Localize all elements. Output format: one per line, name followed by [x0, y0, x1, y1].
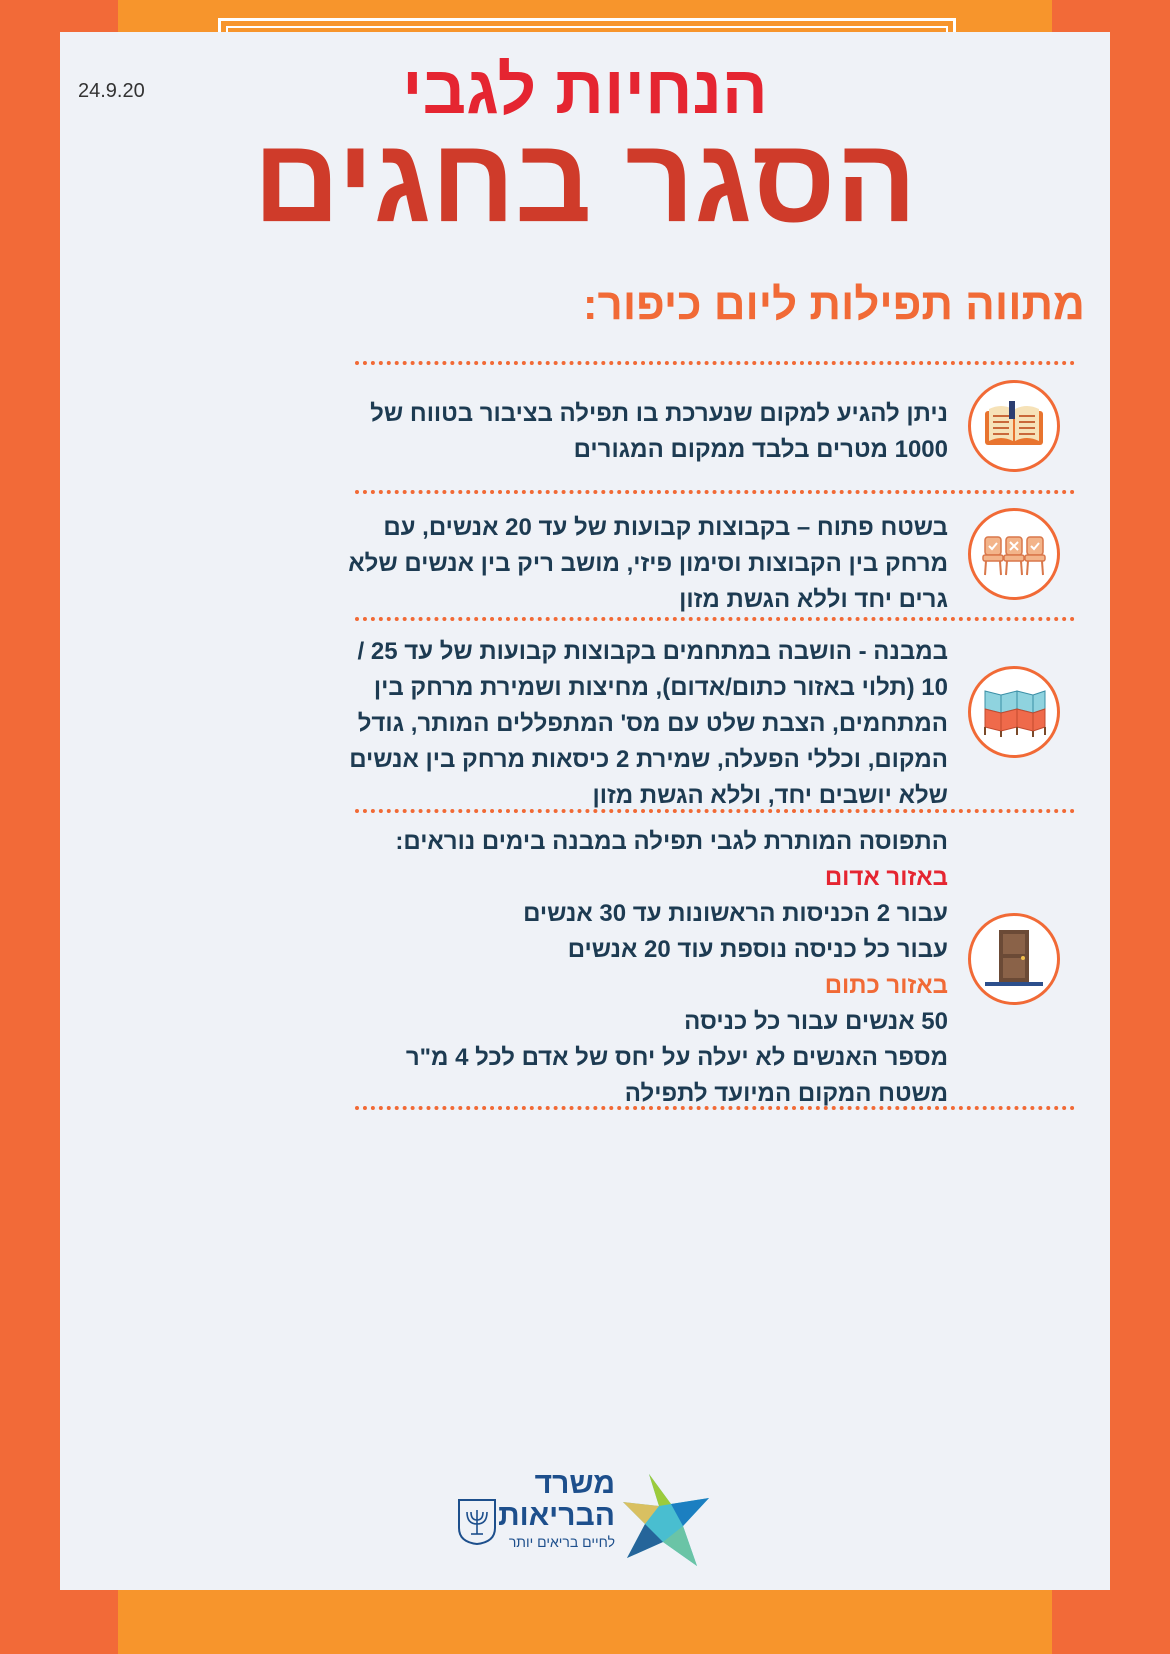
text-line: המתחמים, הצבת שלט עם מס' המתפללים המותר, גודל — [357, 710, 948, 737]
text-line: בשטח פתוח – בקבוצות קבועות של עד 20 אנשים, עם — [383, 514, 948, 541]
ministry-star-icon — [619, 1468, 715, 1574]
page-title-line1: הנחיות לגבי — [402, 52, 768, 128]
page-title-line2: הסגר בחגים — [253, 113, 917, 247]
open-book-icon — [968, 380, 1060, 472]
occupancy-intro: התפוסה המותרת לגבי תפילה במבנה בימים נוראים: — [395, 828, 948, 855]
logo-wordmark — [498, 1468, 615, 1532]
text-line: משטח המקום המיועד לתפילה — [624, 1080, 948, 1107]
item-text-open-area — [348, 510, 948, 618]
item-text-building — [348, 634, 948, 814]
orange-zone-heading: באזור כתום — [824, 972, 948, 999]
text-line: מרחק בין הקבוצות וסימון פיזי, מושב ריק בין אנשים שלא — [348, 550, 948, 577]
item-text-distance — [348, 396, 948, 468]
ministry-logo — [455, 1468, 715, 1578]
text-line: במבנה - הושבה במתחמים בקבוצות קבועות של עד 25 / — [357, 638, 948, 665]
logo-tagline: לחיים בריאים יותר — [508, 1534, 615, 1550]
door-icon — [968, 913, 1060, 1005]
logo-line1: משרד — [534, 1467, 615, 1500]
red-zone-heading: באזור אדום — [824, 864, 948, 891]
text-line: ניתן להגיע למקום שנערכת בו תפילה בציבור בטווח של — [370, 400, 948, 427]
divider — [355, 361, 1075, 365]
divider — [355, 490, 1075, 494]
partition-icon — [968, 666, 1060, 758]
item-text-occupancy — [348, 824, 948, 1112]
text-line: 50 אנשים עבור כל כניסה — [684, 1008, 948, 1035]
frame-bottom-band — [118, 1590, 1052, 1654]
logo-line2: הבריאות — [498, 1499, 615, 1532]
text-line: המקום, וכללי הפעלה, שמירת 2 כיסאות מרחק בין אנשים — [349, 746, 948, 773]
text-line: עבור כל כניסה נוספת עוד 20 אנשים — [567, 936, 948, 963]
state-emblem-icon — [455, 1496, 499, 1546]
chairs-icon — [968, 508, 1060, 600]
text-line: 1000 מטרים בלבד ממקום המגורים — [573, 436, 948, 463]
text-line: 10 (תלוי באזור כתום/אדום), מחיצות ושמירת מרחק בין — [373, 674, 948, 701]
text-line: גרים יחד וללא הגשת מזון — [679, 586, 948, 613]
text-line: עבור 2 הכניסות הראשונות עד 30 אנשים — [523, 900, 948, 927]
section-subtitle: מתווה תפילות ליום כיפור: — [582, 280, 1085, 329]
date-label: 24.9.20 — [78, 80, 145, 102]
text-line: מספר האנשים לא יעלה על יחס של אדם לכל 4 מ"ר — [405, 1044, 948, 1071]
text-line: שלא יושבים יחד, וללא הגשת מזון — [592, 782, 948, 809]
